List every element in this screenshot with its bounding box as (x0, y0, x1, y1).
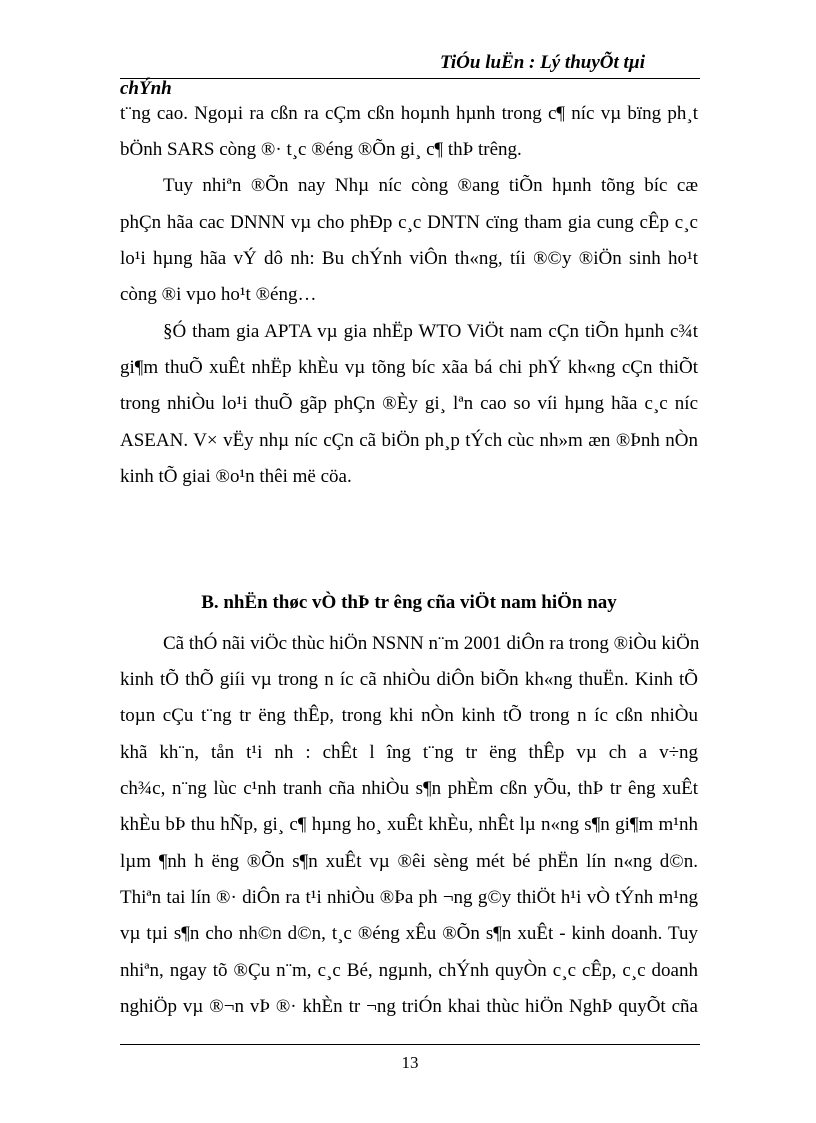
text-line: ch¾c, n¨ng lùc c¹nh tranh cña nhiÒu s¶n phÈm cßn yÕu, thÞ tr êng xuÊt (120, 778, 698, 799)
header-title-continuation: chÝnh (120, 78, 172, 99)
text-line: vµ tµi s¶n cho nh©n d©n, t¸c ®éng xÊu ®Õn s¶n xuÊt - kinh doanh. Tuy (120, 923, 698, 944)
header-title: TiÓu luËn : Lý thuyÕt tµi (440, 52, 646, 73)
text-line: Cã thÓ nãi viÖc thùc hiÖn NSNN n¨m 2001 diÔn ra trong ®iÒu kiÖn (163, 633, 700, 654)
header-rule (120, 78, 700, 79)
section-heading: B. nhËn thøc vÒ thÞ tr êng cña viÖt nam hiÖn nay (201, 592, 617, 613)
footer-rule (120, 1044, 700, 1045)
text-line: §Ó tham gia APTA vµ gia nhËp WTO ViÖt nam cÇn tiÕn hµnh c¾t (163, 321, 698, 342)
text-line: gi¶m thuÕ xuÊt nhËp khÈu vµ tõng bíc xãa bá chi phÝ kh«ng cÇn thiÕt (120, 357, 698, 378)
text-line: lµm ¶nh h ëng ®Õn s¶n xuÊt vµ ®êi sèng mét bé phËn lín n«ng d©n. (120, 851, 698, 872)
text-line: toµn cÇu t¨ng tr ëng thÊp, trong khi nÒn kinh tÕ trong n íc cßn nhiÒu (120, 705, 698, 726)
text-line: nghiÖp vµ ®¬n vÞ ®· khÈn tr ¬ng triÓn khai thùc hiÖn NghÞ quyÕt cña (120, 996, 698, 1017)
text-line: Tuy nhiªn ®Õn nay Nhµ níc còng ®ang tiÕn hµnh tõng bíc cæ (163, 175, 698, 196)
text-line: Thiªn tai lín ®· diÔn ra t¹i nhiÒu ®Þa ph ¬ng g©y thiÖt h¹i vÒ tÝnh m¹ng (120, 887, 698, 908)
page-number: 13 (401, 1053, 419, 1072)
text-line: kinh tÕ giai ®o¹n thêi më cöa. (120, 466, 352, 487)
text-line: nhiªn, ngay tõ ®Çu n¨m, c¸c Bé, ngµnh, chÝnh quyÒn c¸c cÊp, c¸c doanh (120, 960, 698, 981)
text-line: phÇn hãa cac DNNN vµ cho phÐp c¸c DNTN cïng tham gia cung cÊp c¸c (120, 212, 698, 233)
text-line: trong nhiÒu lo¹i thuÕ gãp phÇn ®Èy gi¸ lªn cao so víi hµng hãa c¸c níc (120, 393, 698, 414)
text-line: ASEAN. V× vËy nhµ níc cÇn cã biÖn ph¸p tÝch cùc nh»m æn ®Þnh nÒn (120, 430, 698, 451)
text-line: lo¹i hµng hãa vÝ dô nh: Bu chÝnh viÔn th«ng, tíi ®©y ®iÖn sinh ho¹t (120, 248, 698, 269)
text-line: khÈu bÞ thu hÑp, gi¸ c¶ hµng ho¸ xuÊt khÈu, nhÊt lµ n«ng s¶n gi¶m m¹nh (120, 814, 698, 835)
text-line: bÖnh SARS còng ®· t¸c ®éng ®Õn gi¸ c¶ thÞ trêng. (120, 139, 522, 160)
text-line: còng ®i vµo ho¹t ®éng… (120, 284, 317, 305)
text-line: khã kh¨n, tån t¹i nh : chÊt l îng t¨ng tr ëng thÊp vµ ch a v÷ng (120, 742, 698, 763)
text-line: kinh tÕ thÕ giíi vµ trong n íc cã nhiÒu diÔn biÕn kh«ng thuËn. Kinh tÕ (120, 669, 698, 690)
text-line: t¨ng cao. Ngoµi ra cßn ra cÇm cßn hoµnh hµnh trong c¶ níc vµ bïng ph¸t (120, 103, 698, 124)
